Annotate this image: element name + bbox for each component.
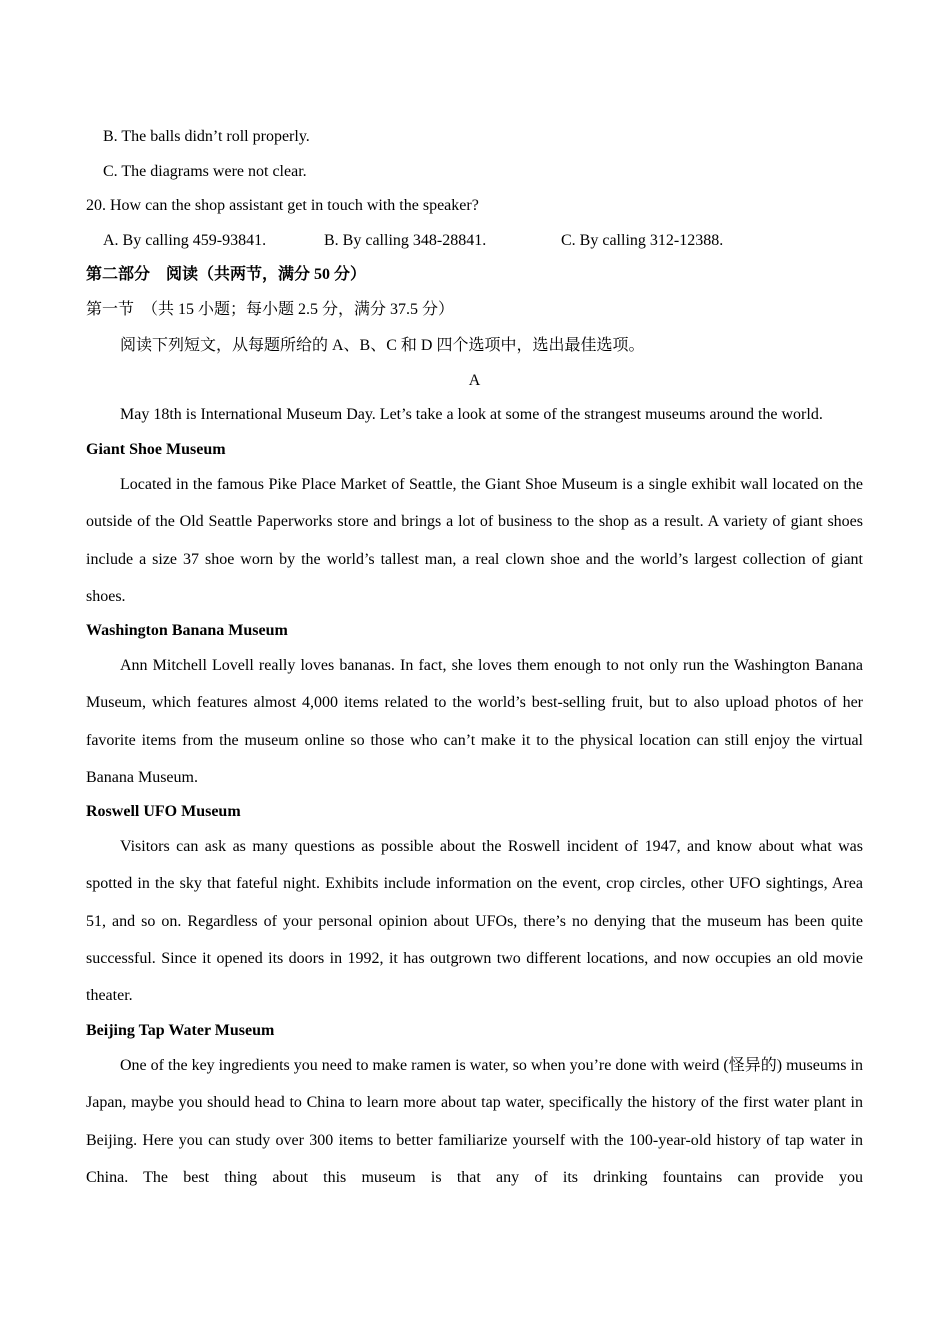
section-text-banana: Ann Mitchell Lovell really loves bananas. In fact, she loves them enough to not only run the Washington Banana Museum, which features almost 4,000 items related to the world’s best-selling fruit, but to also upload photos of her favorite items from the museum online so those who can’t make it to the physical location can still enjoy the virtual Banana Museum. <box>86 657 863 786</box>
part2-heading: 第二部分 阅读（共两节，满分 50 分） <box>86 266 367 283</box>
section-text-tap-water: One of the key ingredients you need to make ramen is water, so when you’re done with weird (怪异的) museums in Japan, maybe you should head to China to learn more about tap water, specifically the history of the first water plant in Beijing. Here you can study over 300 items to better familiarize yourself with the 100-year-old history of tap water in China. The best thing about this museum is that any of its drinking fountains can provide you <box>86 1057 863 1186</box>
q20-option-c: C. By calling 312-12388. <box>561 232 724 249</box>
section1-heading: 第一节 （共 15 小题；每小题 2.5 分，满分 37.5 分） <box>86 301 455 318</box>
section-title-banana: Washington Banana Museum <box>86 622 288 639</box>
q19-option-c: C. The diagrams were not clear. <box>103 163 307 180</box>
q20-option-a: A. By calling 459-93841. <box>103 232 267 249</box>
section-title-tap-water: Beijing Tap Water Museum <box>86 1022 275 1039</box>
passage-intro: May 18th is International Museum Day. Let’s take a look at some of the strangest museums around the world. <box>120 406 823 423</box>
section-title-giant-shoe: Giant Shoe Museum <box>86 441 226 458</box>
section-title-ufo: Roswell UFO Museum <box>86 803 241 820</box>
section-text-giant-shoe: Located in the famous Pike Place Market of Seattle, the Giant Shoe Museum is a single exhibit wall located on the outside of the Old Seattle Paperworks store and brings a lot of business to the shop as a result. A variety of giant shoes include a size 37 shoe worn by the world’s tallest man, a real clown shoe and the world’s largest collection of giant shoes. <box>86 476 863 605</box>
q19-option-b: B. The balls didn’t roll properly. <box>103 128 310 145</box>
q20-option-b: B. By calling 348-28841. <box>324 232 487 249</box>
passage-label: A <box>468 372 481 389</box>
reading-instruction: 阅读下列短文，从每题所给的 A、B、C 和 D 四个选项中，选出最佳选项。 <box>120 337 645 354</box>
q20-question: 20. How can the shop assistant get in touch with the speaker? <box>86 197 479 214</box>
section-text-ufo: Visitors can ask as many questions as possible about the Roswell incident of 1947, and know about what was spotted in the sky that fateful night. Exhibits include information on the event, crop circles, other UFO sightings, Area 51, and so on. Regardless of your personal opinion about UFOs, there’s no denying that the museum has been quite successful. Since it opened its doors in 1992, it has outgrown two different locations, and now occupies an old movie theater. <box>86 838 863 1005</box>
